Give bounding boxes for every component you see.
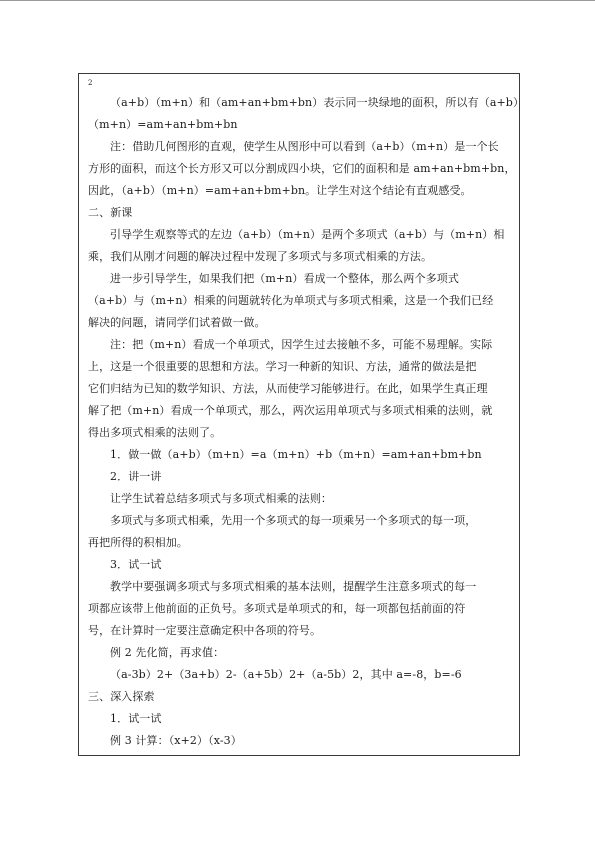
note-line: 得出多项式相乘的法则了。 — [88, 426, 222, 439]
paragraph-line: 号，在计算时一定要注意确定积中各项的符号。 — [88, 624, 322, 637]
step-try-it: 1．试一试 — [110, 712, 162, 725]
paragraph-line: 进一步引导学生，如果我们把（m+n）看成一个整体，那么两个多项式 — [110, 272, 459, 285]
paragraph-line: 乘，我们从刚才问题的解决过程中发现了多项式与多项式相乘的方法。 — [88, 250, 433, 263]
paragraph-line: （a+b）（m+n）和（am+an+bm+bn）表示同一块绿地的面积，所以有（a+b） — [110, 96, 525, 109]
note-line: 解了把（m+n）看成一个单项式，那么，两次运用单项式与多项式相乘的法则，就 — [88, 404, 493, 417]
step-try-it: 3．试一试 — [110, 558, 162, 571]
rule-line: 再把所得的积相加。 — [88, 536, 188, 549]
note-line: 上，这是一个很重要的思想和方法。学习一种新的知识、方法，通常的做法是把 — [88, 360, 477, 373]
note-line: 注：把（m+n）看成一个单项式，因学生过去接触不多，可能不易理解。实际 — [110, 338, 493, 351]
paragraph-line: （a+b）与（m+n）相乘的问题就转化为单项式与多项式相乘，这是一个我们已经 — [88, 294, 494, 307]
step-explain: 2．讲一讲 — [110, 470, 162, 483]
lesson-text-body — [88, 78, 525, 752]
example-3-heading: 例 3 计算：（x+2）（x-3） — [110, 734, 242, 747]
paragraph-line: 让学生试着总结多项式与多项式相乘的法则： — [110, 492, 332, 505]
example-2-expression: （a-3b）2+（3a+b）2-（a+5b）2+（a-5b）2，其中 a=-8，b=-6 — [110, 668, 462, 681]
note-line: 因此，（a+b）（m+n）=am+an+bm+bn。让学生对这个结论有直观感受。 — [88, 184, 472, 197]
paragraph-line: 项都应该带上他前面的正负号。多项式是单项式的和，每一项都包括前面的符 — [88, 602, 466, 615]
note-line: 注：借助几何图形的直观，使学生从图形中可以看到（a+b）（m+n）是一个长 — [110, 140, 499, 153]
paragraph-line: 解决的问题，请同学们试着做一做。 — [88, 316, 266, 329]
note-line: 它们归结为已知的数学知识、方法，从而使学习能够进行。在此，如果学生真正理 — [88, 382, 488, 395]
note-line: 方形的面积，而这个长方形又可以分割成四小块，它们的面积和是 am+an+bm+bn， — [88, 162, 516, 175]
example-2-heading: 例 2 先化简，再求值： — [110, 646, 225, 659]
section-heading-deep-exploration: 三、深入探索 — [88, 690, 155, 703]
page-top-rule — [0, 0, 595, 1]
paragraph-line: 教学中要强调多项式与多项式相乘的基本法则，提醒学生注意多项式的每一 — [110, 580, 477, 593]
section-heading-new-lesson: 二、新课 — [88, 206, 133, 219]
paragraph-line: （m+n）=am+an+bm+bn — [88, 118, 238, 131]
superscript-marker: 2 — [88, 79, 93, 87]
step-do-it: 1．做一做（a+b）（m+n）=a（m+n）+b（m+n）=am+an+bm+bn — [110, 448, 482, 461]
lesson-table-cell — [78, 73, 525, 756]
paragraph-line: 引导学生观察等式的左边（a+b）（m+n）是两个多项式（a+b）与（m+n）相 — [110, 228, 505, 241]
rule-line: 多项式与多项式相乘，先用一个多项式的每一项乘另一个多项式的每一项， — [110, 514, 477, 527]
